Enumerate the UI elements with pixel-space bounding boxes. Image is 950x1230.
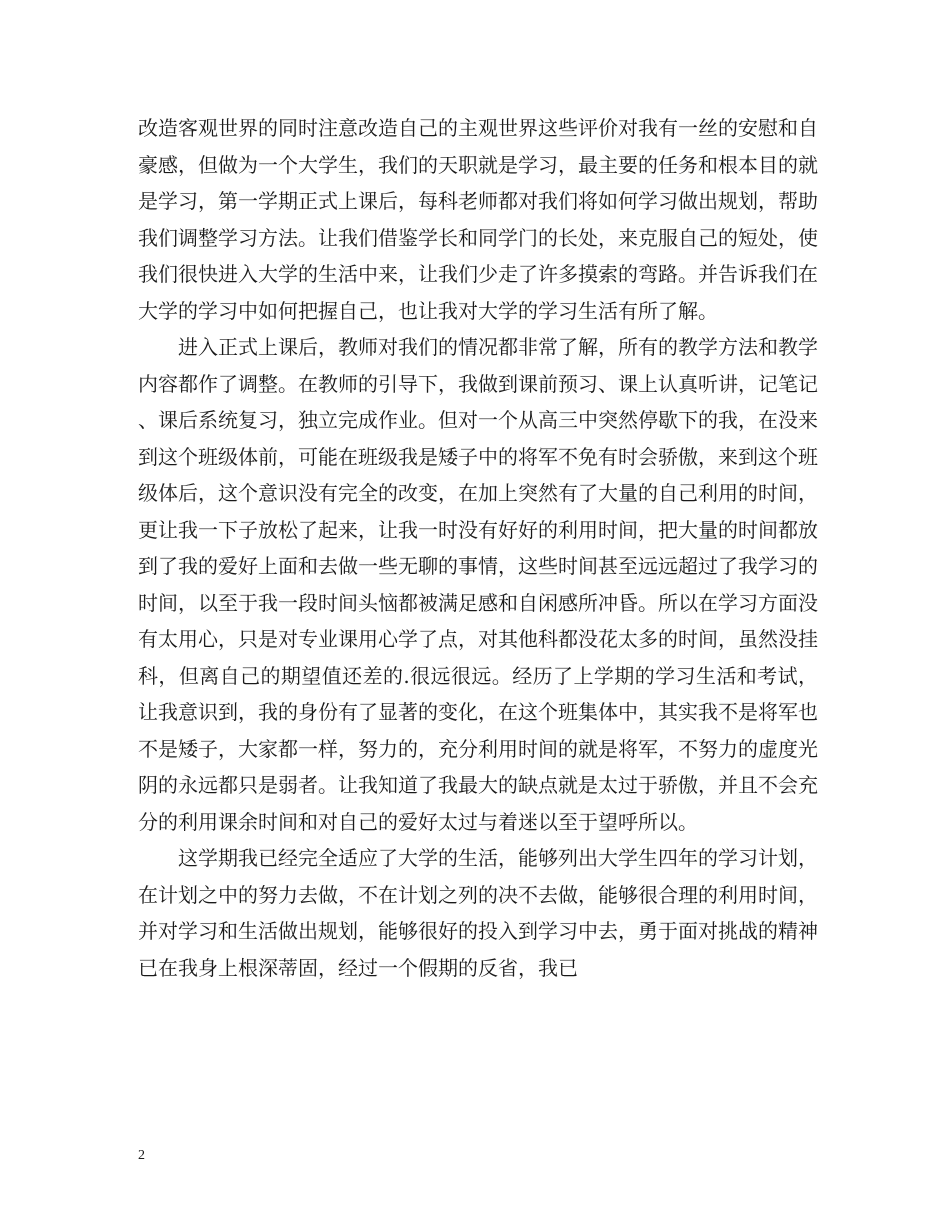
- paragraph: 这学期我已经完全适应了大学的生活，能够列出大学生四年的学习计划，在计划之中的努力去做，不在计划之列的决不去做，能够很合理的利用时间， 并对学习和生活做出规划，能够很好的投入到学习中去，勇于面对挑战的精神已在我身上根深蒂固，经过一个假期的反省，我已: [138, 846, 818, 980]
- document-body: [138, 110, 818, 986]
- page-number: 2: [138, 1148, 145, 1163]
- paragraph: 进入正式上课后，教师对我们的情况都非常了解，所有的教学方法和教学内容都作了调整。在教师的引导下，我做到课前预习、课上认真听讲，记笔记、课后系统复习，独立完成作业。但对一个从高三中突然停歇下的我，在没来到这个班级体前，可能在班级我是矮子中的将军不免有时会骄傲，来到这个班级体后，这个意识没有完全的改变，在加上突然有了大量的自己利用的时间，更让我一下子放松了起来，让我一时没有好好的利用时间，把大量的时间都放到了我的爱好上面和去做一些无聊的事情，这些时间甚至远远超过了我学习的时间，以至于我一段时间头恼都被满足感和自闲感所冲昏。所以在学习方面没有太用心，只是对专业课用心学了点，对其他科都没花太多的时间，虽然没挂科，但离自己的期望值还差的.很远很远。经历了上学期的学习生活和考试，让我意识到，我的身份有了显著的变化，在这个班集体中，其实我不是将军也不是矮子，大家都一样，努力的，充分利用时间的就是将军，不努力的虚度光阴的永远都只是弱者。让我知道了我最大的缺点就是太过于骄傲，并且不会充分的利用课余时间和对自己的爱好太过与着迷以至于望呼所以。: [138, 335, 818, 834]
- paragraph-continued: 改造客观世界的同时注意改造自己的主观世界这些评价对我有一丝的安慰和自豪感，但做为一个大学生，我们的天职就是学习，最主要的任务和根本目的就是学习，第一学期正式上课后，每科老师都对我们将如何学习做出规划，帮助我们调整学习方法。让我们借鉴学长和同学门的长处，来克服自己的短处，使我们很快进入大学的生活中来，让我们少走了许多摸索的弯路。并告诉我们在大学的学习中如何把握自己，也让我对大学的学习生活有所了解。: [138, 116, 818, 323]
